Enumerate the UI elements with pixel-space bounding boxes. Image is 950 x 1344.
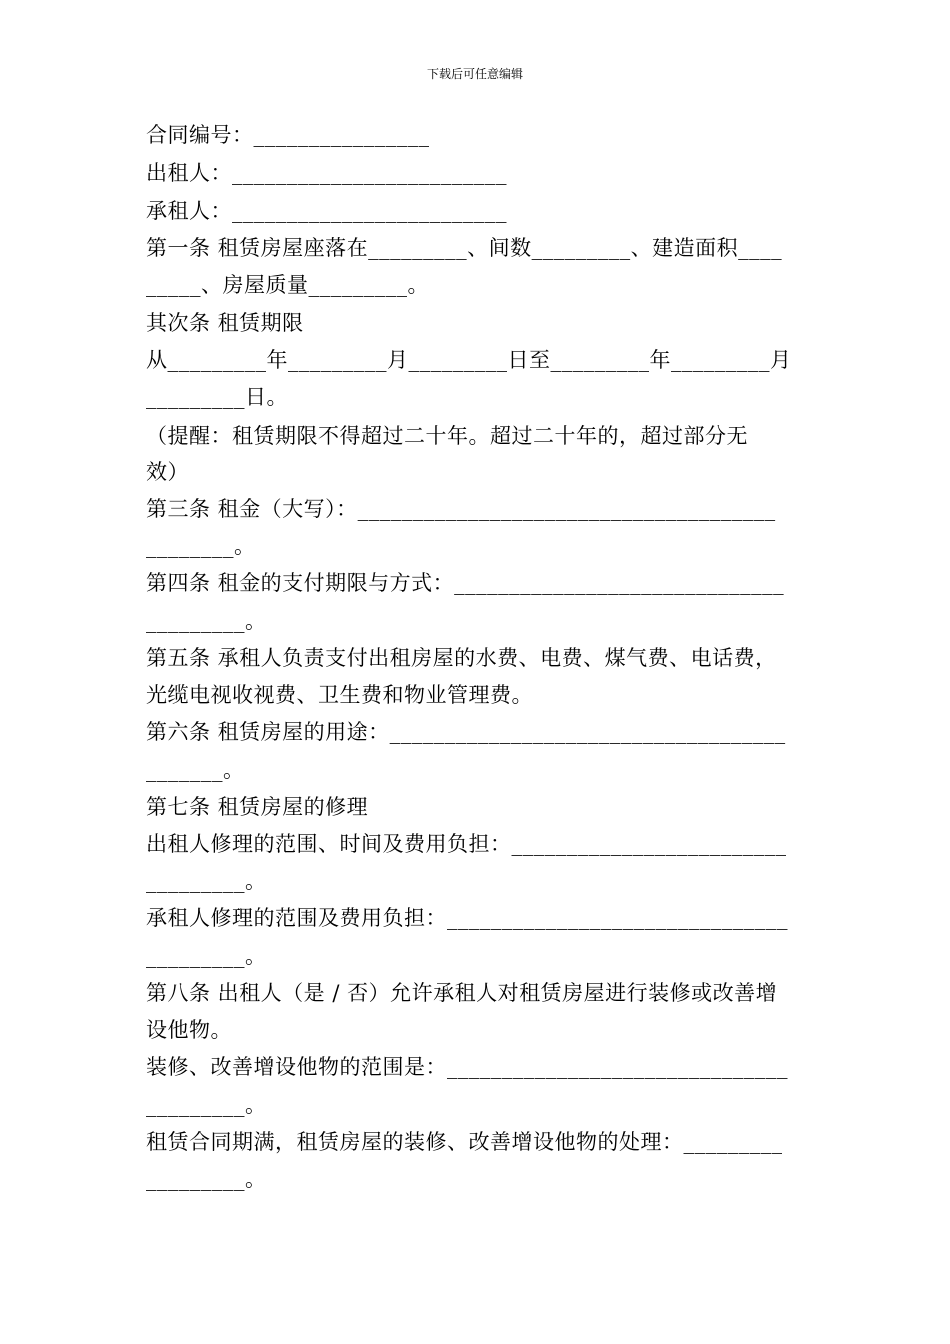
article-2-line-2: _________日。	[146, 385, 288, 409]
article-8-scope-line-2: _________。	[146, 1093, 267, 1117]
article-1-line-1: 第一条 租赁房屋座落在_________、间数_________、建造面积____	[146, 236, 783, 260]
article-4-line-2: _________。	[146, 609, 267, 633]
article-8-expiry-line-2: _________。	[146, 1167, 267, 1191]
article-6-line-2: _______。	[146, 758, 245, 782]
article-2-heading: 其次条 租赁期限	[146, 311, 304, 335]
reminder-line-2: 效）	[146, 460, 189, 484]
article-5-line-1: 第五条 承租人负责支付出租房屋的水费、电费、煤气费、电话费，	[146, 646, 777, 670]
article-7-lessee-line-2: _________。	[146, 944, 267, 968]
article-3-line-1: 第三条 租金（大写）：______________________________________	[146, 497, 776, 521]
lessor-line: 出租人：_________________________	[146, 161, 507, 185]
contract-number-line: 合同编号：________________	[146, 123, 430, 147]
article-5-line-2: 光缆电视收视费、卫生费和物业管理费。	[146, 683, 533, 707]
article-8-line-1: 第八条 出租人（是 / 否）允许承租人对租赁房屋进行装修或改善增	[146, 981, 778, 1005]
article-3-line-2: ________。	[146, 534, 256, 558]
reminder-line-1: （提醒：租赁期限不得超过二十年。超过二十年的，超过部分无	[146, 424, 748, 448]
page-header-note: 下载后可任意编辑	[426, 67, 523, 81]
article-8-expiry-line-1: 租赁合同期满，租赁房屋的装修、改善增设他物的处理：_________	[146, 1130, 783, 1154]
article-2-line-1: 从_________年_________月_________日至_________年_________月	[146, 348, 792, 372]
lessee-line: 承租人：_________________________	[146, 199, 507, 223]
article-7-lessor-line-2: _________。	[146, 869, 267, 893]
article-6-line-1: 第六条 租赁房屋的用途：____________________________________	[146, 720, 786, 744]
article-4-line-1: 第四条 租金的支付期限与方式：______________________________	[146, 571, 785, 595]
article-7-lessee-line-1: 承租人修理的范围及费用负担：_______________________________	[146, 906, 788, 930]
article-7-heading: 第七条 租赁房屋的修理	[146, 795, 369, 819]
article-8-line-2: 设他物。	[146, 1018, 232, 1042]
article-1-line-2: _____、房屋质量_________。	[146, 273, 429, 297]
article-8-scope-line-1: 装修、改善增设他物的范围是：_______________________________	[146, 1055, 788, 1079]
article-7-lessor-line-1: 出租人修理的范围、时间及费用负担：_________________________	[146, 832, 787, 856]
